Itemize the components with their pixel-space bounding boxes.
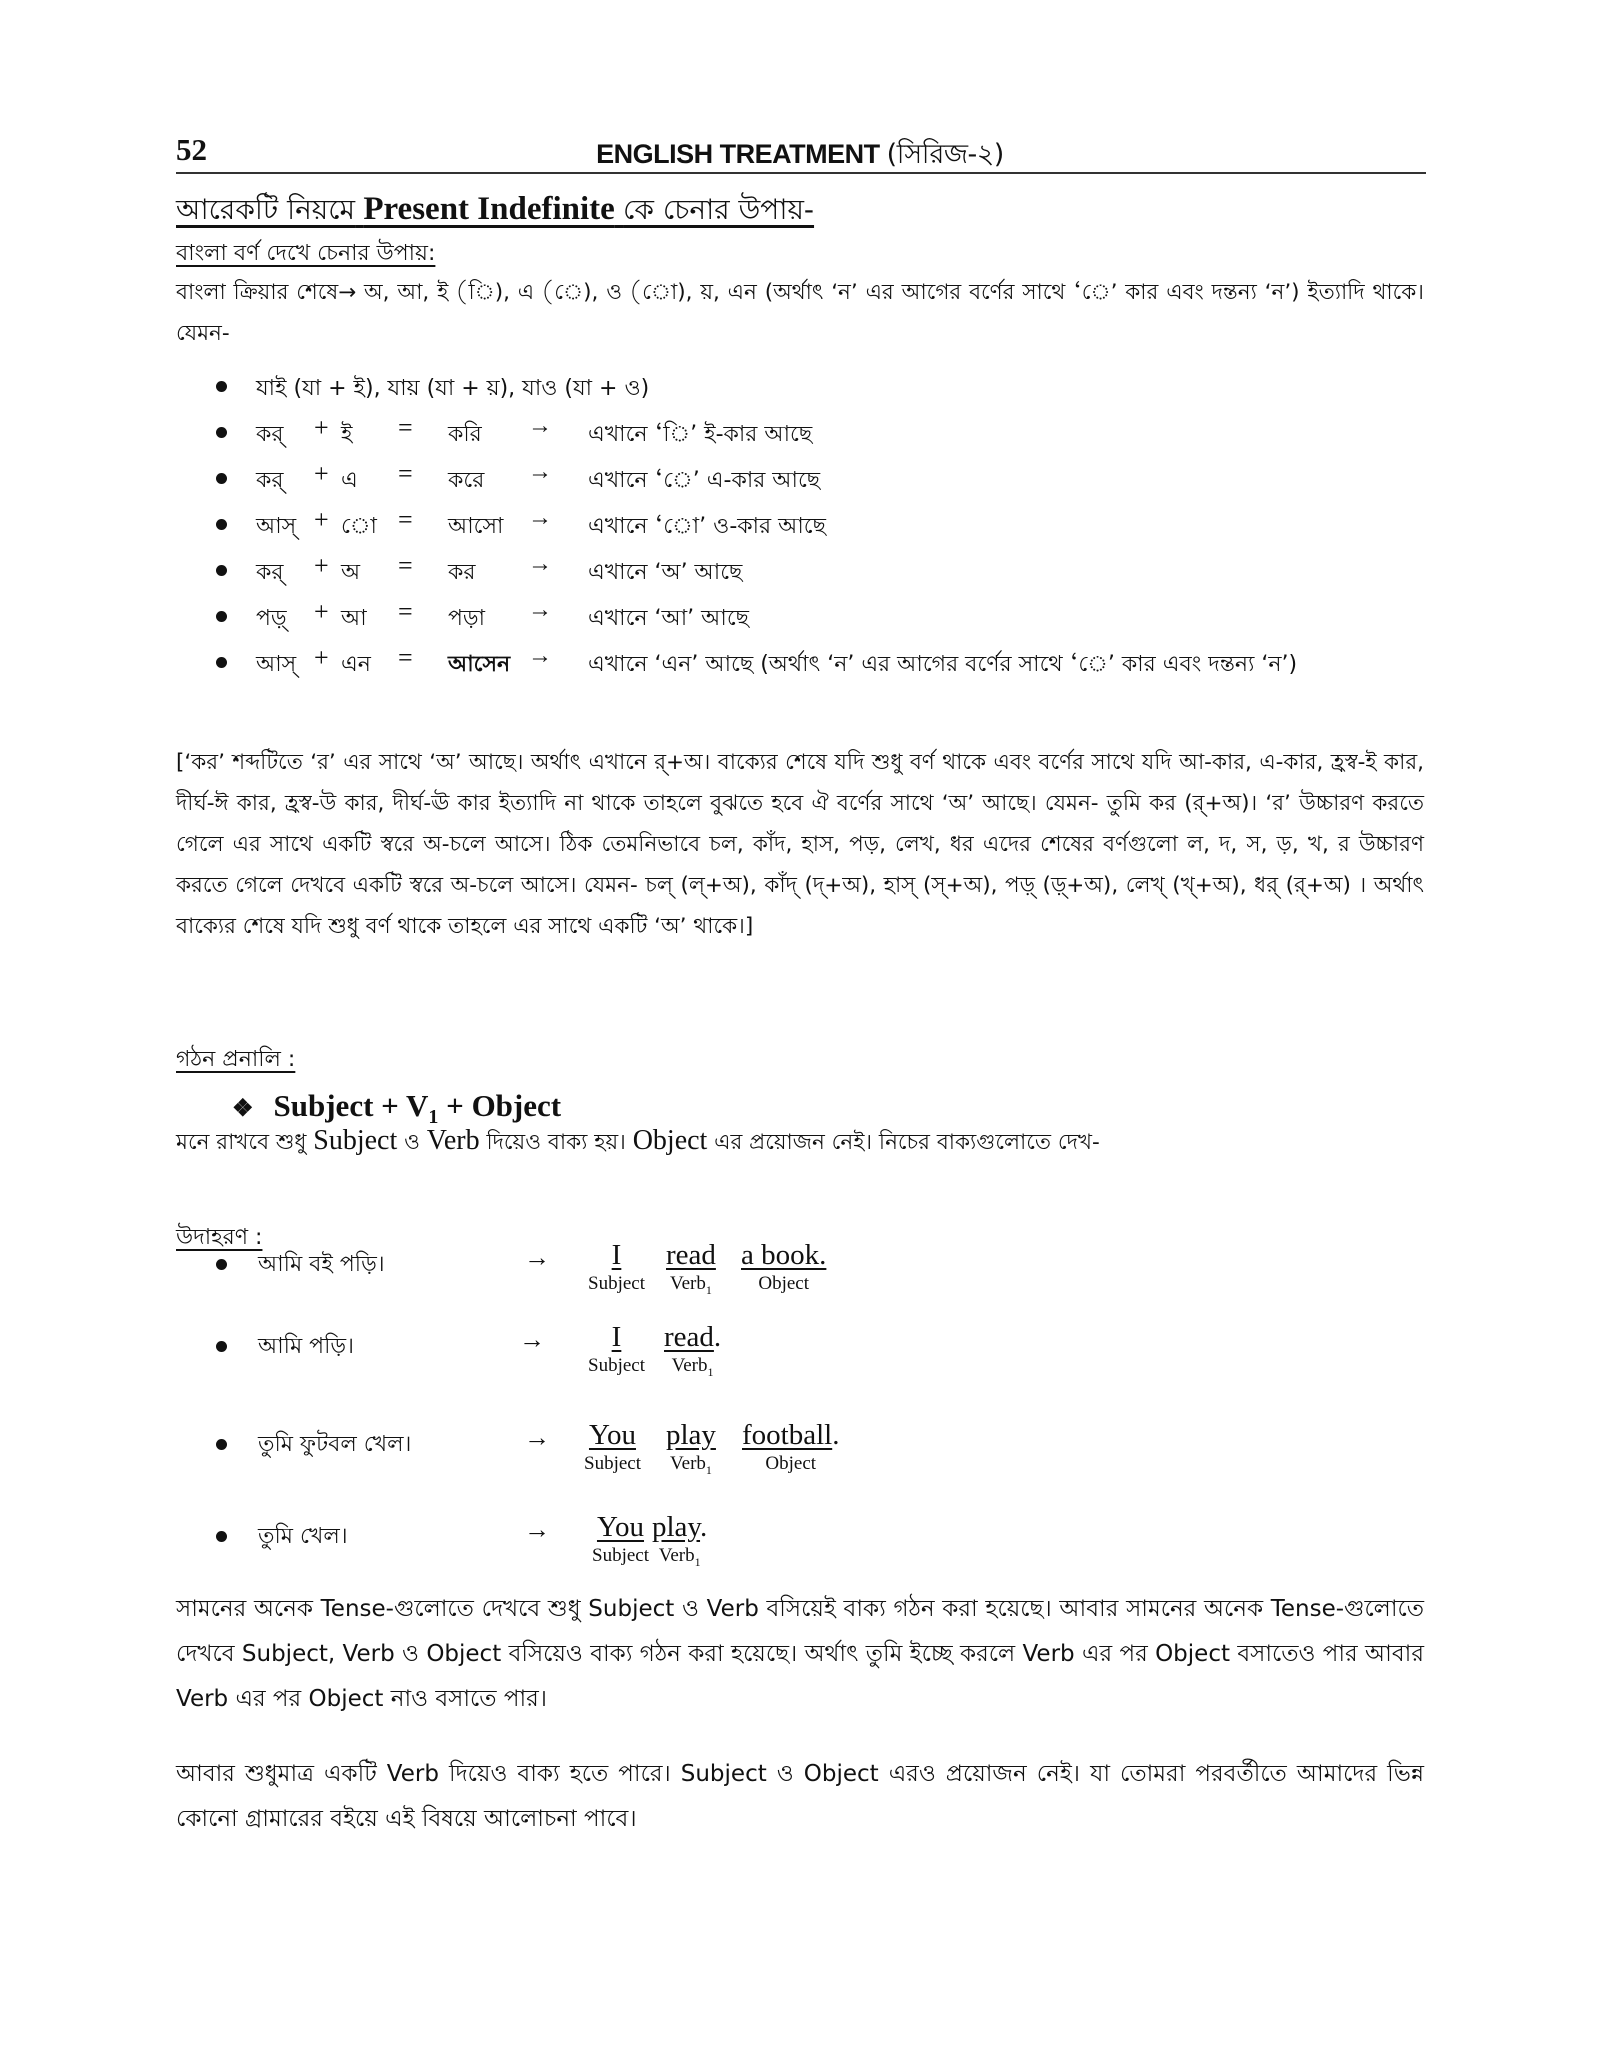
title-prefix: আরেকটি নিয়মে (176, 193, 356, 226)
rule-explanation: এখানে ‘এন’ আছে (অর্থাৎ ‘ন’ এর আগের বর্ণের সাথে ‘ে’ কার এবং দন্তন্য ‘ন’) (588, 652, 1298, 677)
rule-explanation: এখানে ‘ি’ ই-কার আছে (588, 422, 813, 447)
note-paragraph: [‘কর’ শব্দটিতে ‘র’ এর সাথে ‘অ’ আছে। অর্থাৎ এখানে র্+অ। বাক্যের শেষে যদি শুধু বর্ণ থাকে এবং বর্ণের সাথে যদি আ-কার, এ-কার, হ্রস্ব-ই কার, দীর্ঘ-ঈ কার, হ্রস্ব-উ কার, দীর্ঘ-ঊ কার ইত্যাদি না থাকে তাহলে বুঝতে হবে ঐ বর্ণের সাথে ‘অ’ আছে। যেমন- তুমি কর (র্+অ)। ‘র’ উচ্চারণ করতে গেলে এর সাথে একটি স্বরে অ-চলে আসে। ঠিক তেমনিভাবে চল, কাঁদ, হাস, পড়, লেখ, ধর এদের শেষের বর্ণগুলো ল, দ, স, ড়, খ, র উচ্চারণ করতে গেলে দেখবে একটি স্বরে অ-চলে আসে। যেমন- চল্ (ল্+অ), কাঁদ্ (দ্+অ), হাস্ (স্+অ), পড়্ (ড়্+অ), লেখ্ (খ্+অ), ধর্ (র্+অ) । অর্থাৎ বাক্যের শেষে যদি শুধু বর্ণ থাকে তাহলে এর সাথে একটি ‘অ’ থাকে।] (176, 750, 1424, 939)
part-label (592, 1546, 649, 1566)
bullet-icon (216, 657, 227, 668)
bullet-icon (216, 1531, 227, 1542)
formula-object: + Object (438, 1088, 562, 1123)
part-label-text: Verb (671, 1355, 708, 1376)
label-subscript: 1 (694, 1554, 701, 1569)
sentence-part (584, 1419, 641, 1474)
label-subscript: 1 (707, 1364, 714, 1379)
part-label-text: Subject (584, 1453, 641, 1474)
title-suffix: কে চেনার উপায়- (623, 193, 815, 226)
english-word: a book. (741, 1239, 827, 1271)
equals-sign: = (398, 459, 413, 488)
rule-base: কর্ (256, 560, 284, 585)
bullet-icon (216, 1439, 227, 1450)
english-word: read (664, 1321, 714, 1353)
rule-suffix: আ (341, 606, 367, 631)
rule-item (216, 595, 1436, 641)
arrow-icon: → (524, 1515, 550, 1544)
diamond-bullet-icon: ❖ (232, 1096, 254, 1122)
part-label (741, 1274, 826, 1294)
sentence-part (742, 1419, 839, 1474)
example-item (216, 1321, 1116, 1407)
section-heading-examples: উদাহরণ : (176, 1225, 263, 1250)
rule-text: যাই (যা + ই), যায় (যা + য়), যাও (যা + ও) (256, 376, 650, 401)
part-label (584, 1454, 641, 1474)
intro-paragraph: বাংলা ক্রিয়ার শেষে→ অ, আ, ই (ি), এ (ে), ও (ো), য়, এন (অর্থাৎ ‘ন’ এর আগের বর্ণের সাথে ‘ে’ কার এবং দন্তন্য ‘ন’) ইত্যাদি থাকে। যেমন- (176, 280, 1424, 346)
english-word: I (611, 1321, 622, 1353)
arrow-icon: → (528, 459, 552, 485)
bullet-icon (216, 381, 227, 392)
rule-base: আস্ (256, 514, 297, 539)
example-item (216, 1239, 1116, 1325)
sentence-part (741, 1239, 826, 1294)
explanation-part: Object (632, 1125, 708, 1156)
rule-explanation: এখানে ‘ে’ এ-কার আছে (588, 468, 821, 493)
example-item (216, 1419, 1116, 1505)
bangla-sentence: আমি পড়ি। (258, 1334, 354, 1359)
rule-list (216, 365, 1436, 687)
explanation-part: দিয়েও বাক্য হয়। (479, 1130, 633, 1155)
sentence-period: . (700, 1511, 708, 1543)
sentence-part (652, 1511, 707, 1572)
part-label-text: Verb (658, 1545, 695, 1566)
section-heading-letters: বাংলা বর্ণ দেখে চেনার উপায়: (176, 241, 436, 266)
explanation-part: মনে রাখবে শুধু (176, 1130, 314, 1155)
rule-item (216, 503, 1436, 549)
label-subscript: 1 (705, 1462, 712, 1477)
equals-sign: = (398, 597, 413, 626)
rule-base: কর্ (256, 422, 284, 447)
formula-subscript: 1 (428, 1106, 439, 1129)
part-label-text: Verb (670, 1453, 706, 1474)
english-word: I (611, 1239, 622, 1271)
rule-suffix: এন (341, 652, 371, 677)
part-label (588, 1356, 645, 1376)
plus-sign: + (314, 505, 329, 534)
bullet-icon (216, 1341, 227, 1352)
example-item (216, 1511, 1116, 1597)
bangla-sentence: তুমি ফুটবল খেল। (258, 1432, 412, 1457)
rule-item (216, 549, 1436, 595)
rule-result: কর (448, 560, 476, 585)
rule-base: পড়্ (256, 606, 287, 631)
part-label-text: Verb (670, 1273, 706, 1294)
explanation-part: Verb (426, 1125, 480, 1156)
arrow-icon: → (524, 1243, 550, 1272)
plus-sign: + (314, 643, 329, 672)
english-word: play (652, 1511, 701, 1543)
part-label (588, 1274, 645, 1294)
rule-item (216, 411, 1436, 457)
page-number: 52 (176, 132, 207, 167)
formula-subject: Subject + V (273, 1088, 429, 1123)
part-label (666, 1274, 716, 1300)
sentence-part (588, 1321, 645, 1376)
closing-paragraph-2: আবার শুধুমাত্র একটি Verb দিয়েও বাক্য হতে পারে। Subject ও Object এরও প্রয়োজন নেই। যা তোমরা পরবর্তীতে আমাদের ভিন্ন কোনো গ্রামারের বইয়ে এই বিষয়ে আলোচনা পাবে। (176, 1761, 1424, 1832)
rule-explanation: এখানে ‘অ’ আছে (588, 560, 743, 585)
part-label-text: Subject (592, 1545, 649, 1566)
arrow-icon: → (524, 1423, 550, 1452)
english-word: You (588, 1419, 637, 1451)
part-label (652, 1546, 707, 1572)
english-word: read (666, 1239, 716, 1271)
sentence-part (666, 1419, 716, 1480)
part-label-text: Subject (588, 1273, 645, 1294)
arrow-icon: → (528, 505, 552, 531)
part-label-text: Subject (588, 1355, 645, 1376)
part-label (742, 1454, 839, 1474)
rule-item (216, 641, 1436, 687)
plus-sign: + (314, 459, 329, 488)
explanation-part: Subject (313, 1125, 398, 1156)
title-english: Present Indefinite (363, 191, 615, 227)
rule-explanation: এখানে ‘ো’ ও-কার আছে (588, 514, 826, 539)
part-label (666, 1454, 716, 1480)
rule-suffix: এ (341, 468, 358, 493)
running-title-en: ENGLISH TREATMENT (596, 139, 880, 169)
english-word: football (742, 1419, 833, 1451)
page-header (176, 128, 1424, 174)
bullet-icon (216, 1259, 227, 1270)
explanation-part: এর প্রয়োজন নেই। নিচের বাক্যগুলোতে দেখ- (707, 1130, 1100, 1155)
bangla-sentence: আমি বই পড়ি। (258, 1252, 385, 1277)
part-label-text: Object (765, 1453, 817, 1474)
bullet-icon (216, 473, 227, 484)
equals-sign: = (398, 551, 413, 580)
rule-result: করি (448, 422, 482, 447)
plus-sign: + (314, 413, 329, 442)
sentence-part (588, 1239, 645, 1294)
running-title-bn: (সিরিজ-২) (886, 139, 1004, 170)
rule-suffix: অ (341, 560, 361, 585)
sentence-part (666, 1239, 716, 1300)
sentence-part (592, 1511, 649, 1566)
label-subscript: 1 (705, 1282, 712, 1297)
section-heading-structure: গঠন প্রনালি : (176, 1047, 296, 1072)
rule-result: পড়া (448, 606, 486, 631)
sentence-period: . (713, 1321, 722, 1353)
part-label (664, 1356, 721, 1382)
explanation-part: ও (397, 1130, 427, 1155)
rule-result: আসেন (448, 652, 511, 677)
plus-sign: + (314, 597, 329, 626)
rule-suffix: ই (341, 422, 353, 447)
sentence-period: . (832, 1419, 840, 1451)
rule-result: আসো (448, 514, 504, 539)
bullet-icon (216, 565, 227, 576)
rule-suffix: ো (341, 514, 377, 539)
bullet-icon (216, 427, 227, 438)
rule-base: আস্ (256, 652, 297, 677)
english-word: play (666, 1419, 716, 1451)
rule-explanation: এখানে ‘আ’ আছে (588, 606, 750, 631)
bangla-sentence: তুমি খেল। (258, 1524, 348, 1549)
equals-sign: = (398, 413, 413, 442)
arrow-icon: → (519, 1325, 545, 1354)
sentence-part (664, 1321, 721, 1382)
bullet-icon (216, 611, 227, 622)
arrow-icon: → (528, 643, 552, 669)
plus-sign: + (314, 551, 329, 580)
part-label-text: Object (758, 1273, 810, 1294)
arrow-icon: → (528, 597, 552, 623)
closing-paragraph-1: সামনের অনেক Tense-গুলোতে দেখবে শুধু Subject ও Verb বসিয়েই বাক্য গঠন করা হয়েছে। আবার সামনের অনেক Tense-গুলোতে দেখবে Subject, Verb ও Object বসিয়েও বাক্য গঠন করা হয়েছে। অর্থাৎ তুমি ইচ্ছে করলে Verb এর পর Object বসাতেও পার আবার Verb এর পর Object নাও বসাতে পার। (176, 1596, 1424, 1712)
arrow-icon: → (528, 551, 552, 577)
bullet-icon (216, 519, 227, 530)
header-divider (176, 172, 1426, 174)
rule-result: করে (448, 468, 485, 493)
page-title (176, 188, 814, 235)
rule-item (216, 365, 1436, 411)
equals-sign: = (398, 643, 413, 672)
arrow-icon: → (528, 413, 552, 439)
english-word: You (596, 1511, 645, 1543)
equals-sign: = (398, 505, 413, 534)
rule-item (216, 457, 1436, 503)
rule-base: কর্ (256, 468, 284, 493)
structure-explanation (176, 1120, 1424, 1163)
